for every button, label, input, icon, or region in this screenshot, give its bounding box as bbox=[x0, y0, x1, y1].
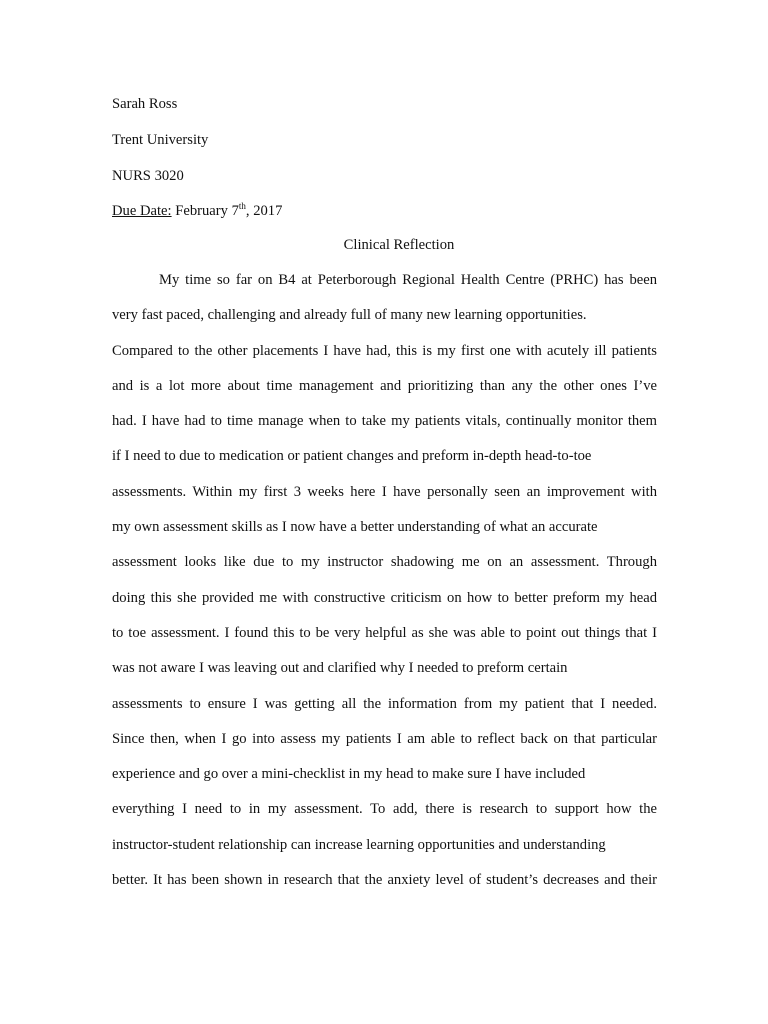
due-date-month-day: February 7 bbox=[175, 203, 239, 219]
body-line: my own assessment skills as I now have a better understanding of what an accurate bbox=[112, 519, 598, 536]
due-date-label: Due Date: bbox=[112, 203, 172, 219]
institution-name: Trent University bbox=[112, 132, 209, 148]
body-line: assessments. Within my first 3 weeks here I have personally seen an improvement with bbox=[112, 483, 657, 500]
body-line: if I need to due to medication or patient changes and preform in-depth head-to-toe bbox=[112, 448, 592, 465]
body-line: Compared to the other placements I have had, this is my first one with acutely ill patients bbox=[112, 342, 657, 359]
due-date-line bbox=[112, 201, 282, 221]
body-line: to toe assessment. I found this to be very helpful as she was able to point out things that I bbox=[112, 624, 657, 641]
document-title-wrap bbox=[0, 235, 768, 255]
body-line: very fast paced, challenging and already full of many new learning opportunities. bbox=[112, 307, 587, 324]
body-line: had. I have had to time manage when to take my patients vitals, continually monitor them bbox=[112, 413, 657, 430]
due-date-year: , 2017 bbox=[245, 203, 283, 219]
body-line: Since then, when I go into assess my patients I am able to reflect back on that particular bbox=[112, 730, 657, 747]
course-code: NURS 3020 bbox=[112, 168, 184, 184]
due-date-suffix: th bbox=[238, 201, 246, 212]
body-line: instructor-student relationship can increase learning opportunities and understanding bbox=[112, 836, 606, 853]
body-line: and is a lot more about time management and prioritizing than any the other ones I’ve bbox=[112, 377, 657, 394]
body-line: better. It has been shown in research that the anxiety level of student’s decreases and their bbox=[112, 872, 657, 889]
body-line: everything I need to in my assessment. To add, there is research to support how the bbox=[112, 801, 657, 818]
body-line: My time so far on B4 at Peterborough Regional Health Centre (PRHC) has been bbox=[159, 272, 657, 288]
body-line: experience and go over a mini-checklist in my head to make sure I have included bbox=[112, 766, 586, 783]
document-title: Clinical Reflection bbox=[343, 237, 455, 253]
body-line: assessments to ensure I was getting all the information from my patient that I needed. bbox=[112, 695, 657, 712]
body-line: assessment looks like due to my instructor shadowing me on an assessment. Through bbox=[112, 554, 657, 571]
body-text bbox=[112, 270, 657, 905]
author-name: Sarah Ross bbox=[112, 96, 178, 112]
body-line: was not aware I was leaving out and clarified why I needed to preform certain bbox=[112, 660, 568, 677]
body-line: doing this she provided me with constructive criticism on how to better preform my head bbox=[112, 589, 657, 606]
